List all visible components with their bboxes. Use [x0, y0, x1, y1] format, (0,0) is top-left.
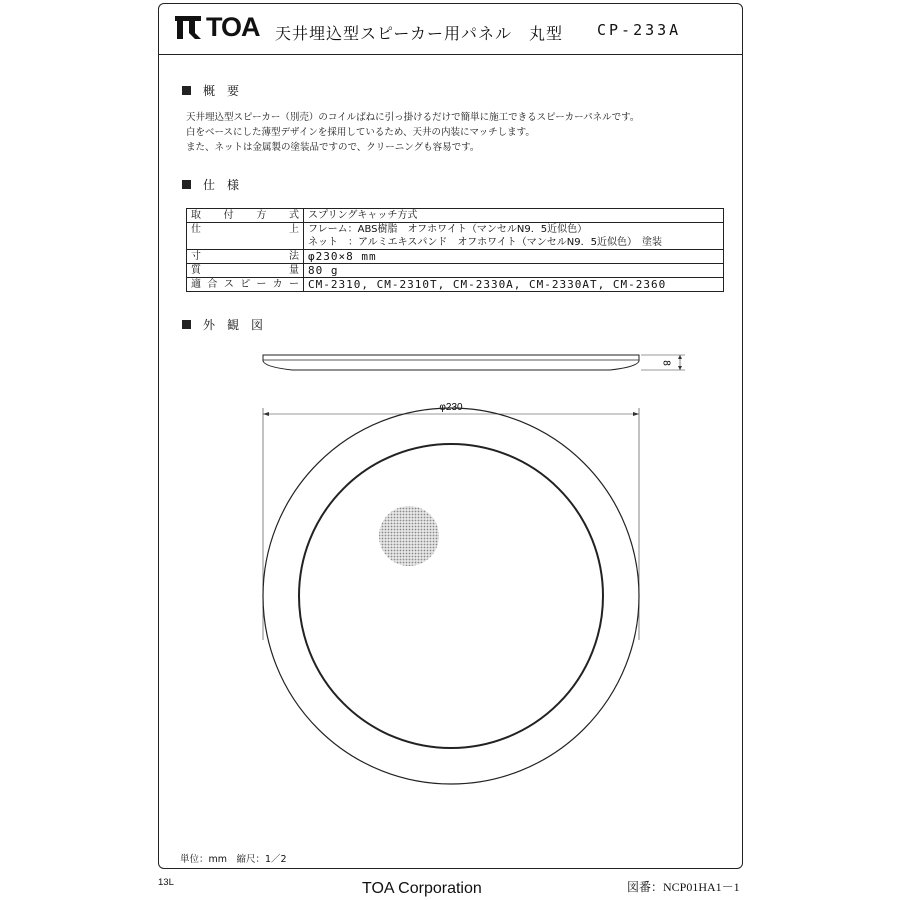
- diameter-dimension: [263, 408, 639, 640]
- document-title: 天井埋込型スピーカー用パネル 丸型: [275, 24, 564, 43]
- spec-key: 取付方式: [187, 209, 304, 223]
- front-view: [263, 408, 639, 784]
- model-number: CP-233A: [597, 21, 682, 39]
- page-code: 13L: [158, 877, 174, 888]
- diameter-label: φ230: [439, 402, 463, 413]
- logo-wordmark: TOA: [206, 11, 260, 42]
- company-name: TOA Corporation: [362, 880, 482, 897]
- side-view: [263, 355, 639, 370]
- section-overview-heading: 概要: [182, 82, 251, 99]
- mesh-sample-icon: [379, 506, 439, 566]
- spec-key: 質量: [187, 264, 304, 278]
- spec-value: スプリングキャッチ方式: [304, 209, 724, 223]
- drawing-number: 図番：NCP01HA1－1: [627, 880, 740, 894]
- section-drawing-heading: 外観図: [182, 316, 275, 333]
- spec-value-line: ネット ：アルミエキスパンド オフホワイト（マンセルN9．5近似色） 塗装: [308, 237, 663, 248]
- spec-value-line: フレーム：ABS樹脂 オフホワイト（マンセルN9．5近似色）: [308, 224, 588, 235]
- spec-key: 寸法: [187, 250, 304, 264]
- spec-value: 80 g: [304, 264, 724, 278]
- section-specs-heading: 仕様: [182, 176, 251, 193]
- scale-note: 単位：mm 縮尺：1／2: [180, 854, 287, 865]
- spec-value: φ230×8 mm: [304, 250, 724, 264]
- spec-key: 適合スピーカー: [187, 278, 304, 292]
- overview-line: また、ネットは金属製の塗装品ですので、クリーニングも容易です。: [186, 142, 480, 153]
- spec-value: CM-2310, CM-2310T, CM-2330A, CM-2330AT, CM-2360: [304, 278, 724, 292]
- thickness-label: 8: [660, 360, 672, 366]
- overview-line: 白をベースにした薄型デザインを採用しているため、天井の内装にマッチします。: [186, 127, 535, 138]
- overview-line: 天井埋込型スピーカー（別売）のコイルばねに引っ掛けるだけで簡単に施工できるスピーカーパネルです。: [186, 112, 640, 123]
- spec-key: 仕上: [187, 223, 304, 250]
